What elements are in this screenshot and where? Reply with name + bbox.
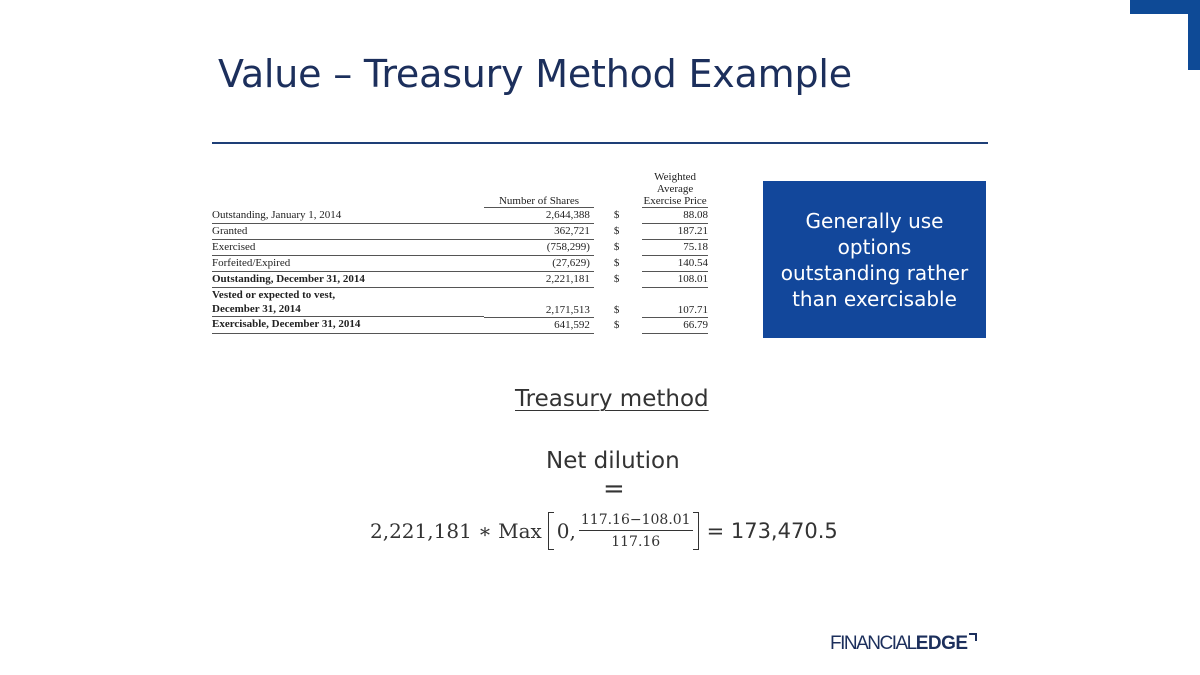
logo-corner-icon bbox=[969, 633, 977, 641]
logo-part-edge: EDGE bbox=[915, 633, 968, 654]
dilution-formula bbox=[370, 505, 838, 557]
vested-shares: 2,171,513 bbox=[484, 288, 594, 318]
row-price: 88.08 bbox=[642, 208, 708, 224]
table-body bbox=[212, 208, 708, 288]
table-row-exercisable bbox=[212, 317, 708, 333]
callout-text: Generally use options outstanding rather than exercisable bbox=[780, 208, 969, 311]
exercisable-label: Exercisable, December 31, 2014 bbox=[212, 317, 484, 333]
stock-options-table bbox=[212, 171, 708, 334]
table-row bbox=[212, 240, 708, 256]
row-dollar: $ bbox=[613, 209, 620, 221]
exercisable-shares: 641,592 bbox=[484, 317, 594, 333]
table-row bbox=[212, 272, 708, 288]
corner-accent bbox=[1130, 0, 1200, 70]
row-price: 140.54 bbox=[642, 256, 708, 272]
vested-label-line1: Vested or expected to vest, bbox=[212, 289, 336, 301]
formula-result: = 173,470.5 bbox=[706, 519, 838, 543]
formula-fraction bbox=[579, 512, 693, 550]
net-dilution-label: Net dilution bbox=[546, 448, 680, 474]
row-price: 75.18 bbox=[642, 240, 708, 256]
row-price: 187.21 bbox=[642, 224, 708, 240]
logo-part-financial: FINANCIAL bbox=[830, 633, 916, 654]
vested-price: 107.71 bbox=[642, 288, 708, 318]
table-header-row bbox=[212, 171, 708, 208]
equals-sign: = bbox=[603, 474, 625, 504]
row-shares: 362,721 bbox=[484, 224, 594, 240]
row-shares: 2,644,388 bbox=[484, 208, 594, 224]
table-row bbox=[212, 256, 708, 272]
table-row-vested bbox=[212, 288, 708, 318]
treasury-method-heading: Treasury method bbox=[515, 386, 709, 412]
exercisable-dollar: $ bbox=[613, 318, 620, 331]
header-exercise-price: Weighted Average Exercise Price bbox=[643, 171, 707, 207]
formula-numerator: 117.16−108.01 bbox=[579, 512, 693, 531]
row-shares: (27,629) bbox=[484, 256, 594, 272]
callout-box bbox=[763, 181, 986, 338]
header-number-of-shares: Number of Shares bbox=[484, 171, 594, 208]
table-row bbox=[212, 208, 708, 224]
row-label: Forfeited/Expired bbox=[212, 256, 484, 272]
financial-edge-logo bbox=[830, 633, 977, 655]
row-price: 108.01 bbox=[642, 272, 708, 288]
row-label: Granted bbox=[212, 224, 484, 240]
vested-dollar: $ bbox=[613, 304, 620, 316]
row-dollar: $ bbox=[613, 225, 620, 237]
vested-label-line2: December 31, 2014 bbox=[212, 302, 484, 317]
slide-title: Value – Treasury Method Example bbox=[218, 52, 852, 96]
row-shares: (758,299) bbox=[484, 240, 594, 256]
row-shares: 2,221,181 bbox=[484, 272, 594, 288]
row-label: Outstanding, January 1, 2014 bbox=[212, 208, 484, 224]
exercisable-price: 66.79 bbox=[642, 317, 708, 333]
formula-zero: 0, bbox=[556, 519, 576, 543]
table-row bbox=[212, 224, 708, 240]
row-label: Outstanding, December 31, 2014 bbox=[212, 272, 484, 288]
formula-lhs: 2,221,181 ∗ Max bbox=[370, 519, 542, 543]
formula-bracket bbox=[548, 512, 699, 550]
title-divider bbox=[212, 142, 988, 144]
formula-denominator: 117.16 bbox=[611, 534, 661, 550]
row-label: Exercised bbox=[212, 240, 484, 256]
row-dollar: $ bbox=[613, 257, 620, 269]
row-dollar: $ bbox=[613, 273, 620, 285]
row-dollar: $ bbox=[613, 241, 620, 253]
